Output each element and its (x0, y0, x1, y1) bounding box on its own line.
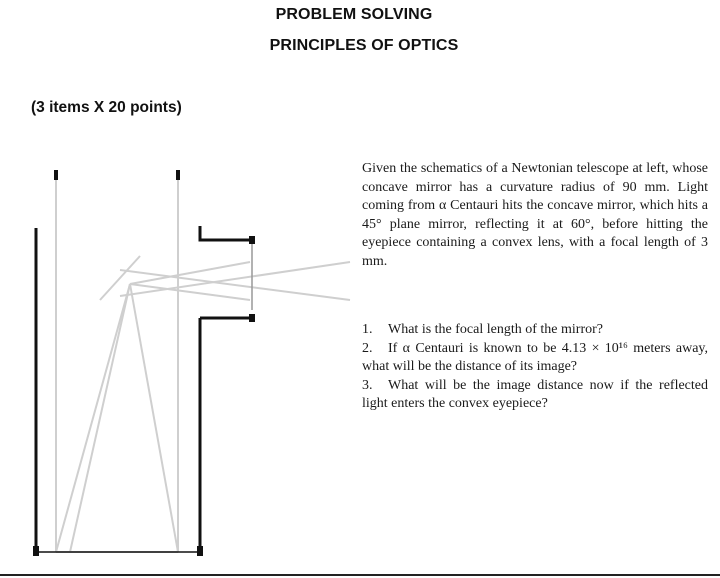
title-problem-solving: PROBLEM SOLVING (275, 6, 433, 23)
base-marker-left (33, 546, 39, 556)
question-number: 3. (362, 377, 373, 393)
ray-marker-left (54, 170, 58, 180)
eyepiece-top-edge (200, 226, 252, 240)
question-2 (362, 340, 708, 377)
ray-marker-right (176, 170, 180, 180)
title-principles-of-optics: PRINCIPLES OF OPTICS (269, 37, 459, 54)
question-text: What is the focal length of the mirror? (388, 322, 603, 337)
eyepiece-marker-bottom (249, 314, 255, 322)
reflected-ray-right (130, 284, 178, 552)
question-3 (362, 377, 708, 414)
ray-through-lens-1 (120, 270, 350, 300)
reflected-ray-left (56, 284, 130, 552)
points-label: (3 items X 20 points) (31, 99, 182, 116)
light-rays (56, 178, 350, 552)
question-1 (362, 321, 708, 340)
eyepiece-marker-top (249, 236, 255, 244)
bottom-divider (0, 574, 720, 576)
reflected-ray-inner (70, 284, 130, 552)
question-number: 2. (362, 340, 373, 356)
question-text: If α Centauri is known to be 4.13 × 10¹⁶ meters away, what will be the distance of its image? (362, 340, 708, 375)
question-list (362, 321, 708, 414)
base-marker-right (197, 546, 203, 556)
problem-description: Given the schematics of a Newtonian telescope at left, whose concave mirror has a curvature radius of 90 mm. Light coming from α Centauri hits the concave mirror, which hits a 45° plane mirror, reflecting it at 60°, before hitting the eyepiece containing a convex lens, with a focal length of 3 mm. (362, 161, 708, 269)
question-number: 1. (362, 322, 373, 337)
question-text: What will be the image distance now if the reflected light enters the convex eyepiece? (362, 377, 708, 412)
